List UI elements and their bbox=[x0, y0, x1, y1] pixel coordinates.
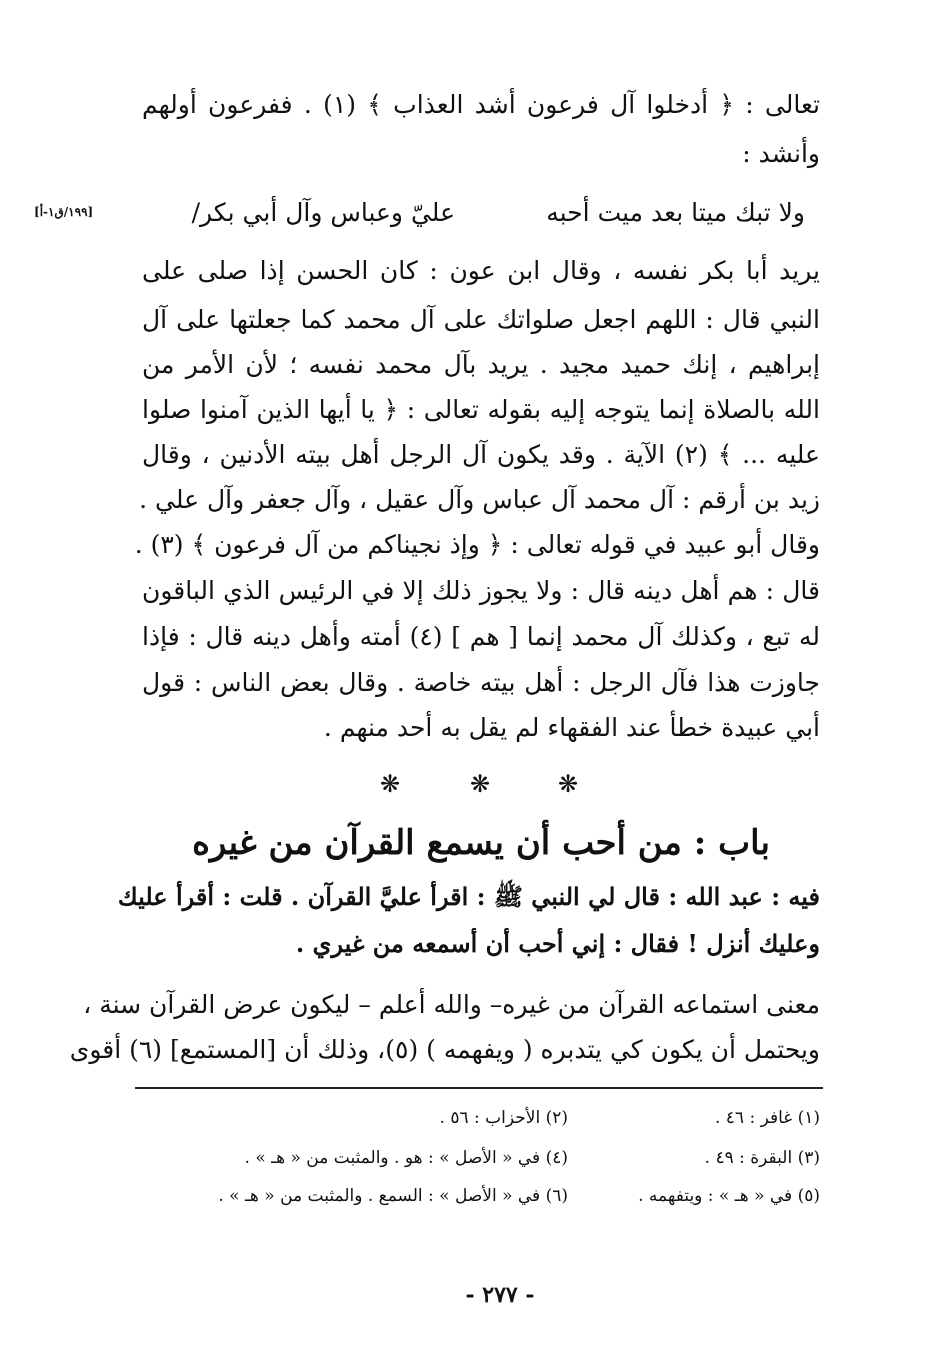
text-line: النبي قال : اللهم اجعل صلواتك على آل محمد كما جعلتها على آل bbox=[142, 305, 820, 334]
section-divider-stars bbox=[380, 770, 580, 800]
text-line: زيد بن أرقم : آل محمد آل عباس وآل عقيل ، وآل جعفر وآل علي . bbox=[139, 485, 820, 514]
star-icon: ❋ bbox=[380, 770, 401, 798]
footnote: (١) غافر : ٤٦ . bbox=[714, 1108, 820, 1128]
star-icon: ❋ bbox=[470, 770, 491, 798]
manuscript-folio-ref: [١٩٩/ق١-أ] bbox=[34, 205, 94, 219]
footnote: (٢) الأحزاب : ٥٦ . bbox=[439, 1108, 568, 1128]
text-line: ويحتمل أن يكون كي يتدبره ( ويفهمه ) (٥)، وذلك أن [المستمع] (٦) أقوى bbox=[69, 1035, 820, 1064]
text-line: معنى استماعه القرآن من غيره– والله أعلم – ليكون عرض القرآن سنة ، bbox=[83, 990, 820, 1019]
hadith-line: فيه : عبد الله : قال لي النبي ﷺ : اقرأ عليَّ القرآن . قلت : أقرأ عليك bbox=[117, 882, 820, 911]
verse-hemistich-right: ولا تبك ميتا بعد ميت أحبه bbox=[546, 198, 805, 227]
footnote: (٤) في « الأصل » : هو . والمثبت من « هـ » . bbox=[244, 1148, 568, 1168]
footnote: (٣) البقرة : ٤٩ . bbox=[704, 1148, 820, 1168]
text-line: جاوزت هذا فآل الرجل : أهل بيته خاصة . وقال بعض الناس : قول bbox=[142, 668, 820, 697]
text-line: إبراهيم ، إنك حميد مجيد . يريد بآل محمد نفسه ؛ لأن الأمر من bbox=[142, 350, 820, 379]
star-icon: ❋ bbox=[558, 770, 579, 798]
text-line: وأنشد : bbox=[742, 139, 820, 168]
text-line: وقال أبو عبيد في قوله تعالى : ﴿ وإذ نجيناكم من آل فرعون ﴾ (٣) . bbox=[134, 530, 820, 559]
text-line: الله بالصلاة إنما يتوجه إليه بقوله تعالى : ﴿ يا أيها الذين آمنوا صلوا bbox=[142, 395, 820, 424]
footnote-separator bbox=[135, 1087, 823, 1089]
verse-hemistich-left: عليّ وعباس وآل أبي بكر/ bbox=[191, 198, 455, 227]
text-line: أبي عبيدة خطأ عند الفقهاء لم يقل به أحد منهم . bbox=[323, 713, 820, 742]
footnote: (٥) في « هـ » : ويتفهمه . bbox=[638, 1186, 820, 1206]
text-line: قال : هم أهل دينه قال : ولا يجوز ذلك إلا في الرئيس الذي الباقون bbox=[142, 576, 820, 605]
text-line: له تبع ، وكذلك آل محمد إنما [ هم ] (٤) أمته وأهل دينه قال : فإذا bbox=[142, 622, 820, 651]
hadith-line: وعليك أنزل ! فقال : إني أحب أن أسمعه من غيري . bbox=[295, 929, 820, 958]
page-number: - ٢٧٧ - bbox=[465, 1282, 535, 1308]
text-line: تعالى : ﴿ أدخلوا آل فرعون أشد العذاب ﴾ (١) . ففرعون أولهم bbox=[142, 90, 821, 119]
chapter-heading: باب : من أحب أن يسمع القرآن من غيره bbox=[192, 823, 770, 863]
text-line: يريد أبا بكر نفسه ، وقال ابن عون : كان الحسن إذا صلى على bbox=[142, 256, 820, 285]
footnote: (٦) في « الأصل » : السمع . والمثبت من « هـ » . bbox=[218, 1186, 568, 1206]
text-line: عليه ... ﴾ (٢) الآية . وقد يكون آل الرجل أهل بيته الأدنين ، وقال bbox=[142, 440, 820, 469]
